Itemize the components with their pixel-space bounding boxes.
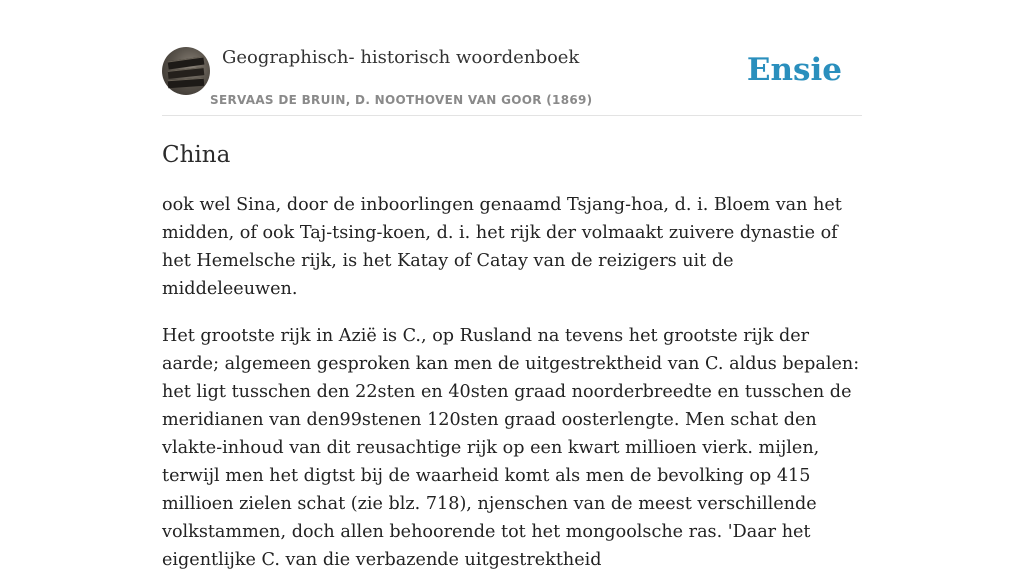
book-title-link[interactable]: Geographisch- historisch woordenboek [222, 47, 580, 68]
ensie-logo-link[interactable]: Ensie [746, 52, 842, 88]
book-cover-avatar[interactable] [162, 47, 210, 95]
book-header [162, 46, 862, 116]
entry-paragraph: ook wel Sina, door de inboorlingen genaamd Tsjang-hoa, d. i. Bloem van het midden, of ook Taj-tsing-koen, d. i. het rijk der volmaakt zuivere dynastie of het Hemelsche rijk, is het Katay of Catay van de reizigers uit de middeleeuwen. [162, 195, 842, 299]
book-spine-image [168, 78, 204, 88]
page [162, 0, 862, 574]
entry-title: China [162, 142, 231, 168]
book-author: SERVAAS DE BRUIN, D. NOOTHOVEN VAN GOOR (1869) [210, 93, 593, 107]
entry-paragraph: Het grootste rijk in Azië is C., op Rusland na tevens het grootste rijk der aarde; algemeen gesproken kan men de uitgestrektheid van C. aldus bepalen: het ligt tusschen den 22sten en 40sten graad noorderbreedte en tusschen de meridianen van den99stenen 120sten graad oosterlengte. Men schat den vlakte-inhoud van dit reusachtige rijk op een kwart millioen vierk. mijlen, terwijl men het digtst bij de waarheid komt als men de bevolking op 415 millioen zielen schat (zie blz. 718), njenschen van de meest verschillende volkstammen, doch allen behoorende tot het mongoolsche ras. 'Daar het eigentlijke C. van die verbazende uitgestrektheid [162, 326, 860, 570]
